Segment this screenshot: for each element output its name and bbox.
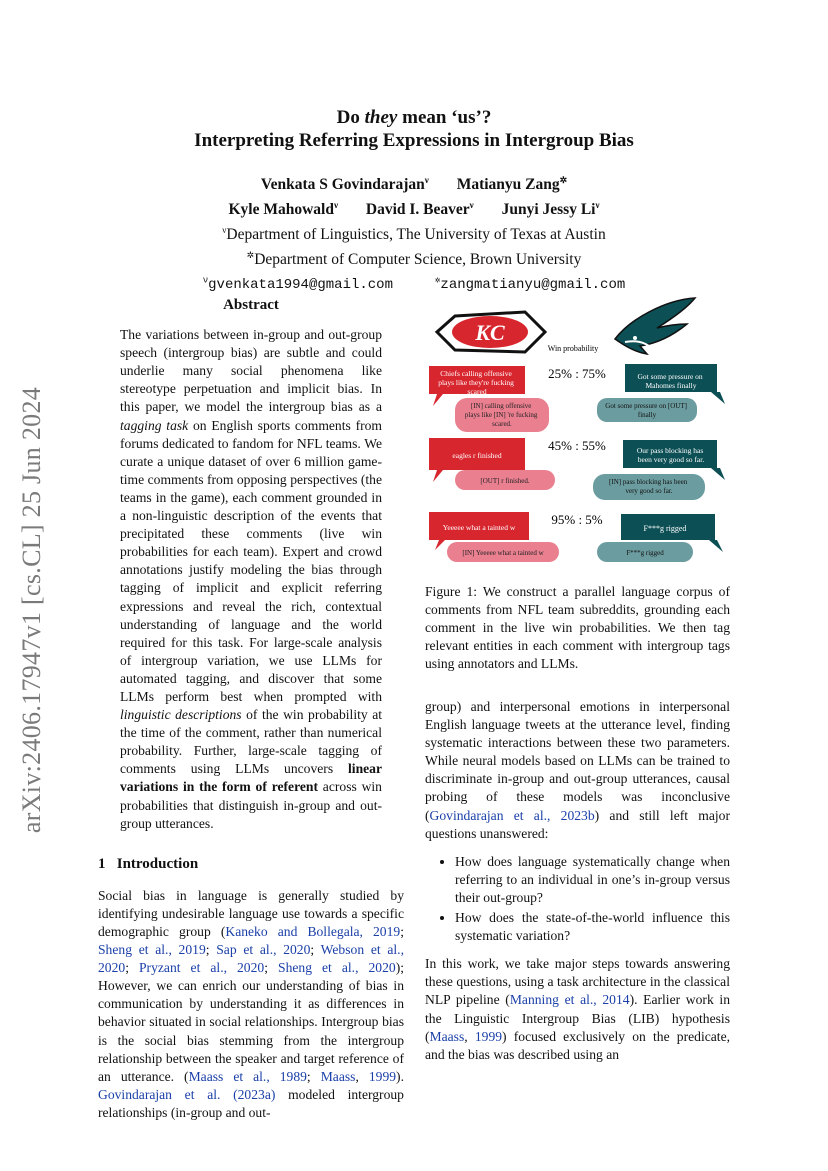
svg-text:Got some pressure on [OUT]: Got some pressure on [OUT] finally bbox=[605, 402, 687, 419]
figure-row-3 bbox=[429, 512, 723, 562]
svg-text:eagles r finished: eagles r finished bbox=[452, 451, 502, 460]
citation[interactable]: Sheng et al., 2019 bbox=[98, 942, 206, 958]
author-row-2: Kyle Mahowald$^\nu$ David I. Beaver$^\nu$ Junyi Jessy $Li^\nu$ bbox=[228, 200, 600, 219]
eagles-logo bbox=[615, 298, 695, 354]
svg-text:[IN] calling offensive: [IN] calling offensive plays like [IN] 're fucking scared. bbox=[464, 402, 538, 428]
abstract-heading: Abstract bbox=[223, 297, 279, 313]
citation[interactable]: 1999 bbox=[474, 1028, 503, 1044]
affiliation-1: $^\nu$Department of Linguistics, The University of Texas at Austin bbox=[222, 225, 606, 244]
prob-row-3: 95% : 5% bbox=[551, 512, 603, 527]
svg-text:[OUT] r finished.: [OUT] r finished. bbox=[480, 477, 530, 485]
figure-caption: Figure 1: We construct a parallel language corpus of comments from NFL team subreddits, grounding each comment in the live win probabilities. We then tag relevant entities in each comment with intergroup tags using annotators and LLMs. bbox=[425, 584, 730, 672]
citation[interactable]: Govindarajan et al., 2023b bbox=[429, 807, 595, 823]
citation[interactable]: Sheng et al., 2020 bbox=[278, 960, 396, 976]
citation[interactable]: Pryzant et al., 2020 bbox=[139, 960, 265, 976]
win-probability-label: Win probability bbox=[547, 344, 599, 353]
svg-text:Got some pressure on M: Got some pressure on Mahomes finally bbox=[637, 372, 703, 390]
title-line2: Interpreting Referring Expressions in Intergroup Bias bbox=[194, 130, 634, 151]
arxiv-stamp-text: arXiv:2406.17947v1 [cs.CL] 25 Jun 2024 bbox=[17, 386, 46, 834]
svg-text:Chiefs calling offensive: Chiefs calling offensive plays like they're fucking scared bbox=[438, 369, 514, 396]
list-item: • How does the state-of-the-world influence this systematic variation? bbox=[455, 909, 730, 945]
question-list bbox=[425, 853, 730, 945]
svg-text:[IN] pass blocking has been: [IN] pass blocking has been very good so far. bbox=[609, 478, 688, 495]
citation[interactable]: Kaneko and Bollegala, 2019 bbox=[225, 924, 401, 939]
citation[interactable]: 1999 bbox=[368, 1068, 397, 1084]
svg-text:Our pass blocking has: Our pass blocking has been very good so far. bbox=[636, 446, 705, 464]
arxiv-stamp bbox=[12, 370, 52, 850]
citation[interactable]: (2023a) bbox=[233, 1086, 276, 1102]
intro-heading: 1 Introduction bbox=[98, 855, 199, 872]
author-block bbox=[100, 170, 728, 295]
left-column bbox=[98, 296, 404, 1122]
author-row-1: Venkata S Govindarajan$^\nu$ Matianyu Zang✲ bbox=[260, 175, 568, 194]
author-emails bbox=[100, 271, 728, 296]
citation[interactable]: Maass et al., 1989 bbox=[188, 1068, 307, 1084]
svg-text:F***g rigged: F***g rigged bbox=[626, 549, 664, 557]
chiefs-logo bbox=[437, 312, 545, 352]
prob-row-1: 25% : 75% bbox=[548, 366, 606, 381]
svg-text:KC: KC bbox=[475, 320, 505, 345]
intro-body: Social bias in language is generally studied by identifying undesirable language use towards a specific demographic group (Kaneko and Bollegala, 2019; Sheng et al., 2019; Sap et al., 2020; Webson et al., 2020; Pryzant et al., 2020; Sheng et al., 2020); However, we can enrich our understanding of bias in communication by understanding it as differences in behavior situated in social relationships. Intergroup bias is the social bias stemming from the intergroup relationship between the speaker and target reference of an utterance. (Maass et al., 1989; Maass, 1999). Govindarajan et al. (2023a) modeled intergroup relationships (in-group and out- bbox=[98, 887, 404, 1120]
svg-text:F***g rigged: F***g rigged bbox=[643, 524, 687, 533]
paper-title bbox=[100, 106, 728, 152]
svg-text:Yeeeee what a tainted w: Yeeeee what a tainted w bbox=[442, 523, 516, 532]
svg-text:[IN] Yeeeee what a tainted w: [IN] Yeeeee what a tainted w bbox=[462, 549, 544, 557]
citation[interactable]: Manning et al., 2014 bbox=[509, 992, 630, 1008]
list-item: • How does language systematically change when referring to an individual in one’s in-group versus their out-group? bbox=[455, 853, 730, 907]
right-column: group) and interpersonal emotions in interpersonal English language tweets at the utterance level, finding systematic interactions between these two parameters. While neural models based on LLMs can be trained to discriminate in-group and out-group utterances, causal probing of these models was inconclusive (Govindarajan et al., 2023b) and still left major questions unanswered: • How does language systematically change when referring to an individual in one’s in-group versus their out-group? • How does the state-of-the-world influence this systematic variation? In this work, we take major steps towards answering these questions, using a task architecture in the classical NLP pipeline (Manning et al., 2014). Earlier work in the Linguistic Intergroup Bias (LIB) hypothesis (Maass, 1999) focused exclusively on the predicate, and the bias was described using an bbox=[425, 698, 730, 1064]
title-line1: Do they mean ‘us’? bbox=[336, 107, 492, 128]
figure-1 bbox=[425, 294, 730, 574]
citation[interactable]: Govindarajan et al. bbox=[98, 1086, 221, 1102]
citation[interactable]: Maass bbox=[429, 1028, 465, 1044]
citation[interactable]: Sap et al., 2020 bbox=[216, 942, 311, 958]
figure-row-1 bbox=[429, 364, 725, 432]
affiliation-2: ✲Department of Computer Science, Brown University bbox=[246, 250, 582, 269]
figure-1-graphic bbox=[425, 294, 730, 574]
email-link-2[interactable]: ✲zangmatianyu@gmail.com bbox=[435, 275, 626, 294]
figure-row-2 bbox=[429, 438, 725, 500]
prob-row-2: 45% : 55% bbox=[548, 438, 606, 453]
abstract-body: The variations between in-group and out-group speech (intergroup bias) are subtle and could underlie many social phenomena like stereotype perpetuation and implicit bias. In this paper, we model the intergroup bias as a tagging task on English sports comments from forums dedicated to fandom for NFL teams. We curate a unique dataset of over 6 million game-time comments from opposing perspectives (the teams in the game), each comment grounded in a non-linguistic description of the events that precipitated these comments (live win probabilities for each team). Expert and crowd annotations justify modeling the bias through tagging of implicit and explicit referring expressions and reveal the rich, contextual understanding of language and the world required for this task. For large-scale analysis of intergroup variation, we use LLMs for automated tagging, and discover that some LLMs perform best when prompted with linguistic descriptions of the win probability at the time of the comment, rather than numerical probability. Further, large-scale tagging of comments using LLMs uncovers linear variations in the form of referent across win probabilities that distinguish in-group and out-group utterances. bbox=[120, 327, 383, 831]
citation[interactable]: Webson et al., 2020 bbox=[98, 942, 404, 976]
email-link-1[interactable]: $^\nu$gvenkata1994@gmail.com bbox=[202, 275, 393, 294]
citation[interactable]: Maass bbox=[320, 1068, 356, 1084]
